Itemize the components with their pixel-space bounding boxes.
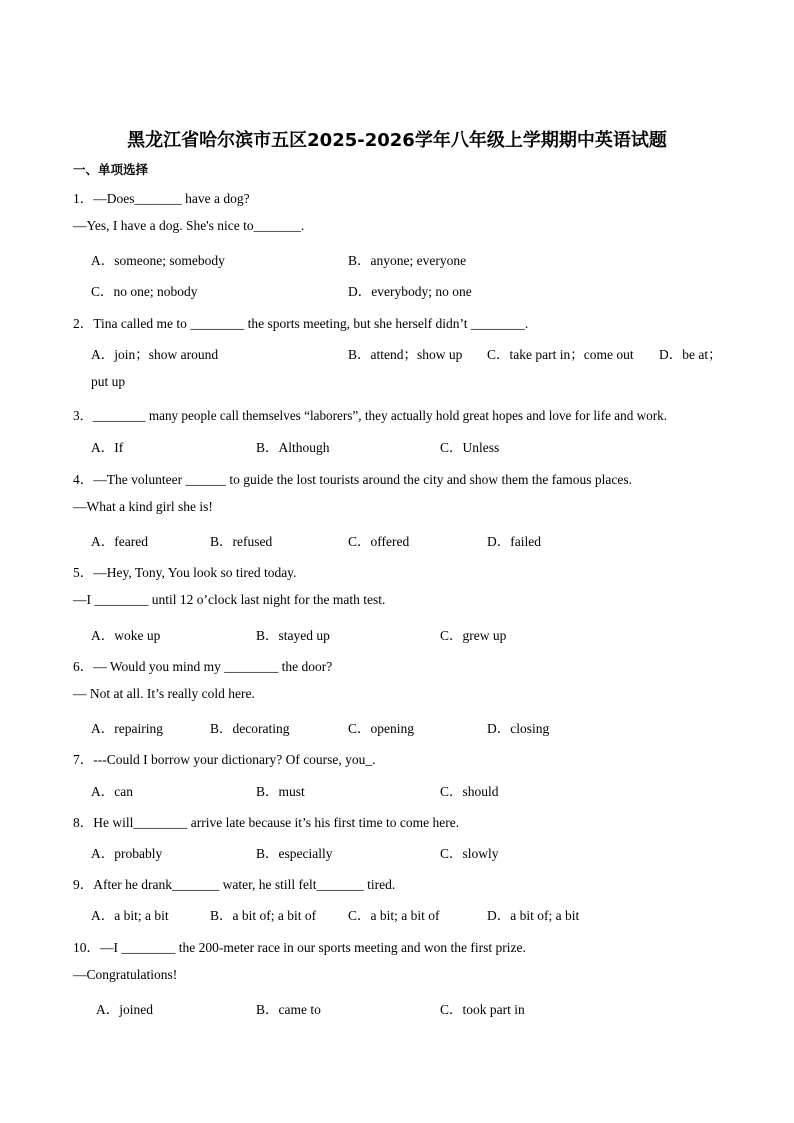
question-10-option-c[interactable]: C．took part in (440, 1002, 525, 1017)
question-3-option-c[interactable]: C．Unless (440, 440, 500, 455)
question-10-stem: 10．—I ________ the 200-meter race in our sports meeting and won the first prize. (73, 940, 526, 955)
question-5-stem: 5．—Hey, Tony, You look so tired today. (73, 565, 297, 580)
question-6-stem: 6．— Would you mind my ________ the door? (73, 659, 333, 674)
page-title: 黑龙江省哈尔滨市五区2025-2026学年八年级上学期期中英语试题 (127, 130, 667, 151)
question-1-option-d[interactable]: D．everybody; no one (348, 284, 472, 299)
question-8-stem: 8．He will________ arrive late because it’s his first time to come here. (73, 815, 460, 830)
question-1-option-c[interactable]: C．no one; nobody (91, 284, 198, 299)
question-2-option-b[interactable]: B．attend；show up (348, 347, 463, 362)
question-2-option-c[interactable]: C．take part in；come out (487, 347, 634, 362)
question-2-option-a[interactable]: A．join；show around (91, 347, 219, 362)
question-1-answer-line: —Yes, I have a dog. She's nice to_______. (73, 218, 305, 233)
question-7-option-a[interactable]: A．can (91, 784, 133, 799)
question-10-option-b[interactable]: B．came to (256, 1002, 321, 1017)
question-4-option-a[interactable]: A．feared (91, 534, 148, 549)
question-6-option-b[interactable]: B．decorating (210, 721, 290, 736)
question-2-stem: 2．Tina called me to ________ the sports meeting, but she herself didn’t ________. (73, 316, 529, 331)
question-9-option-c[interactable]: C．a bit; a bit of (348, 908, 440, 923)
question-8-option-b[interactable]: B．especially (256, 846, 333, 861)
question-9-stem: 9．After he drank_______ water, he still felt_______ tired. (73, 877, 396, 892)
question-7-option-c[interactable]: C．should (440, 784, 499, 799)
question-2-option-d[interactable]: D．be at； (659, 347, 722, 362)
question-3-option-b[interactable]: B．Although (256, 440, 330, 455)
question-5-option-a[interactable]: A．woke up (91, 628, 161, 643)
question-4-option-c[interactable]: C．offered (348, 534, 410, 549)
question-4-option-d[interactable]: D．failed (487, 534, 541, 549)
question-1-option-b[interactable]: B．anyone; everyone (348, 253, 467, 268)
question-5-option-b[interactable]: B．stayed up (256, 628, 330, 643)
question-7-option-b[interactable]: B．must (256, 784, 305, 799)
question-7-stem: 7．---Could I borrow your dictionary? Of course, you_. (73, 752, 376, 767)
question-3-stem: 3．________ many people call themselves “laborers”, they actually hold great hopes and love for life and work. (73, 408, 667, 423)
question-9-option-d[interactable]: D．a bit of; a bit (487, 908, 580, 923)
question-1-stem: 1．—Does_______ have a dog? (73, 191, 250, 206)
question-3-option-a[interactable]: A．If (91, 440, 124, 455)
question-6-option-d[interactable]: D．closing (487, 721, 550, 736)
question-8-option-a[interactable]: A．probably (91, 846, 163, 861)
question-4-option-b[interactable]: B．refused (210, 534, 273, 549)
question-6-answer-line: — Not at all. It’s really cold here. (73, 686, 255, 701)
question-5-option-c[interactable]: C．grew up (440, 628, 507, 643)
question-5-answer-line: —I ________ until 12 o’clock last night for the math test. (73, 592, 386, 607)
question-6-option-a[interactable]: A．repairing (91, 721, 163, 736)
question-6-option-c[interactable]: C．opening (348, 721, 414, 736)
question-10-option-a[interactable]: A．joined (96, 1002, 153, 1017)
question-2-option-d-continued: put up (91, 374, 126, 389)
question-10-answer-line: —Congratulations! (73, 967, 178, 982)
question-1-option-a[interactable]: A．someone; somebody (91, 253, 225, 268)
question-9-option-a[interactable]: A．a bit; a bit (91, 908, 169, 923)
section-heading: 一、单项选择 (73, 162, 149, 177)
question-9-option-b[interactable]: B．a bit of; a bit of (210, 908, 317, 923)
question-4-stem: 4．—The volunteer ______ to guide the lost tourists around the city and show them the famous places. (73, 472, 633, 487)
question-8-option-c[interactable]: C．slowly (440, 846, 499, 861)
question-4-answer-line: —What a kind girl she is! (73, 499, 213, 514)
